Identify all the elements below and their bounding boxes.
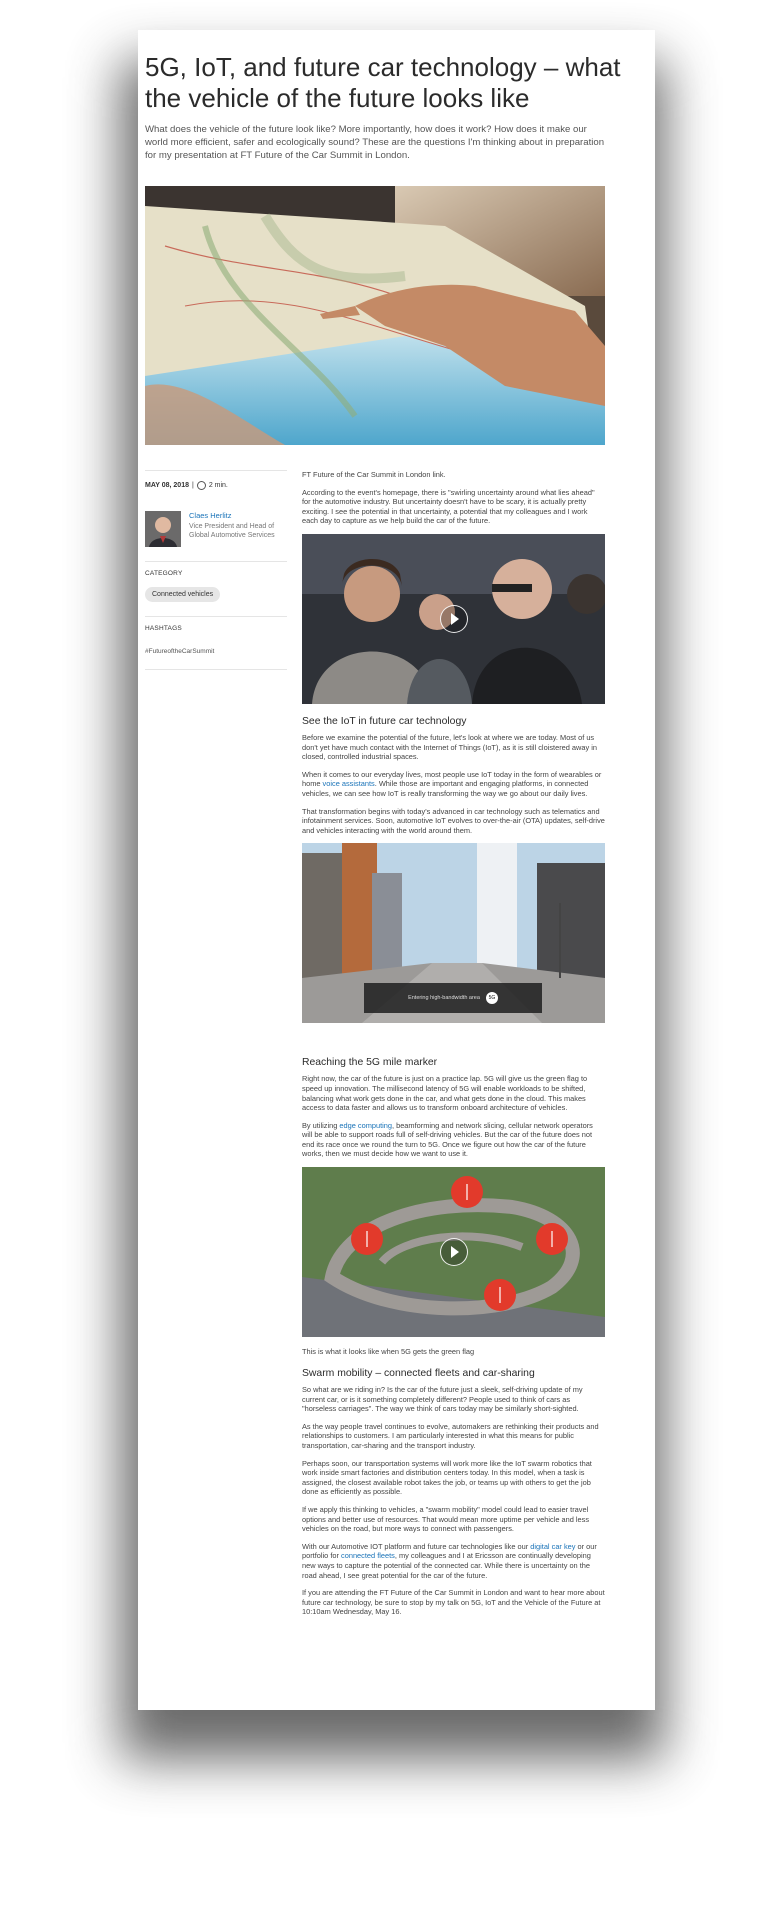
image-caption: This is what it looks like when 5G gets the green flag <box>302 1347 475 1357</box>
video-people[interactable] <box>302 534 605 704</box>
divider <box>145 616 287 617</box>
connected-fleets-link[interactable]: connected fleets <box>341 1551 395 1561</box>
paragraph: With our Automotive IOT platform and future car technologies like our digital car key or our portfolio for connected fleets, my colleagues and I at Ericsson are continually developing new ways to capture the potential of the connected car. While there is uncertainty on the road ahead, I see great potential for the car of the future. <box>302 1541 597 1580</box>
article-meta <box>145 470 287 495</box>
category-chip[interactable]: Connected vehicles <box>145 587 220 602</box>
paragraph: That transformation begins with today's advanced in car technology such as telematics and infotainment services. Soon, automotive IoT evolves to over-the-air (OTA) updates, self-drive and vehicles interacting with the world around them. <box>302 806 605 835</box>
paragraph: So what are we riding in? Is the car of the future just a sleek, self-driving update of my current car, or is it something completely different? People used to think of cars as "horseless carriages". The way we think of cars today may be similarly short-sighted. <box>302 1385 583 1414</box>
paragraph: FT Future of the Car Summit in London link. <box>302 470 446 479</box>
paragraph: If we apply this thinking to vehicles, a "swarm mobility" model could lead to easier travel options and better use of resources. That would mean more uptime per vehicle and less vehicles on the road, but more ways to connect with passengers. <box>302 1505 590 1534</box>
hashtag-link[interactable]: #FutureoftheCarSummit <box>145 648 215 655</box>
author-card <box>145 511 287 547</box>
section-heading: Reaching the 5G mile marker <box>302 1057 438 1069</box>
paragraph: According to the event's homepage, there is "swirling uncertainty around what lies ahead" for the automotive industry. But uncertainty doesn't have to be scary, it is actually pretty exciting. I see the potential in that uncertainty, a potential that my colleagues and I work each day to capture as we help build the car of the future. <box>302 487 595 526</box>
paragraph: Right now, the car of the future is just on a practice lap. 5G will give us the green flag to speed up innovation. The millisecond latency of 5G will enable workloads to be shifted, balancing what work gets done in the car, and what gets done in the cloud. This makes access to data faster and allows us to transform onboard architecture of vehicles. <box>302 1074 588 1113</box>
article-body <box>302 470 605 1625</box>
video-caption: Entering high-bandwidth area <box>408 995 480 1002</box>
paragraph: By utilizing edge computing, beamforming and network slicing, cellular network operators will be able to support roads full of self-driving vehicles. But the car of the future does not end its race once we round the turn to 5G. Once we figure out how the car of the future works, then we must decide how we want to use it. <box>302 1120 593 1159</box>
digital-car-key-link[interactable]: digital car key <box>530 1541 576 1551</box>
paragraph: Perhaps soon, our transportation systems will work more like the IoT swarm robotics that work inside smart factories and distribution centers today. In this model, when a task is assigned, the closest available robot takes the job, or teams up with others to get the job done as efficiently as possible. <box>302 1458 592 1497</box>
category-label: CATEGORY <box>145 570 183 577</box>
section-heading: Swarm mobility – connected fleets and car-sharing <box>302 1368 535 1380</box>
article-title: 5G, IoT, and future car technology – what the vehicle of the future looks like <box>145 52 621 113</box>
video-city-street[interactable] <box>302 843 605 1023</box>
divider <box>145 561 287 562</box>
author-role: Vice President and Head of Global Automotive Services <box>189 523 275 539</box>
5g-badge: 5G <box>486 992 498 1004</box>
section-heading: See the IoT in future car technology <box>302 715 467 727</box>
edge-computing-link[interactable]: edge computing <box>339 1120 392 1130</box>
voice-assistants-link[interactable]: voice assistants <box>322 779 375 789</box>
paragraph: If you are attending the FT Future of the Car Summit in London and want to hear more about future car technology, be sure to stop by my talk on 5G, IoT and the Vehicle of the Future at 10:10am Wednesday, May 16. <box>302 1588 605 1617</box>
meta-divider: | <box>191 481 194 489</box>
article-page <box>138 30 655 1710</box>
article-sidebar <box>145 470 287 670</box>
article-intro: What does the vehicle of the future look like? More importantly, how does it work? How does it make our world more efficient, safer and ecologically sound? These are the questions I'm thinking about in preparation for my presentation at FT Future of the Car Summit in London. <box>145 124 605 162</box>
play-icon[interactable] <box>440 605 468 633</box>
clock-icon <box>197 481 206 490</box>
video-race-track[interactable] <box>302 1167 605 1337</box>
publish-date: MAY 08, 2018 <box>145 481 189 489</box>
paragraph: As the way people travel continues to evolve, automakers are rethinking their products and relationships to customers. I am particularly interested in what this means for public transportation, car-sharing and the transport industry. <box>302 1421 599 1451</box>
divider <box>145 669 287 670</box>
paragraph: When it comes to our everyday lives, most people use IoT today in the form of wearables or home voice assistants. While those are important and engaging platforms, in connected vehicles, we can see how IoT is really transforming the way we go about our daily lives. <box>302 769 602 798</box>
hero-image-map <box>145 186 605 445</box>
video-caption-bar <box>364 983 542 1013</box>
read-time: 2 min. <box>208 481 228 489</box>
author-avatar <box>145 511 181 547</box>
hashtags-label: HASHTAGS <box>145 625 182 632</box>
author-name-link[interactable]: Claes Herlitz <box>189 511 232 520</box>
paragraph: Before we examine the potential of the future, let's look at where we are today. Most of us don't yet have much contact with the Internet of Things (IoT), as it is still cloistered away in closed, controlled industrial spaces. <box>302 732 597 762</box>
play-icon[interactable] <box>440 1238 468 1266</box>
